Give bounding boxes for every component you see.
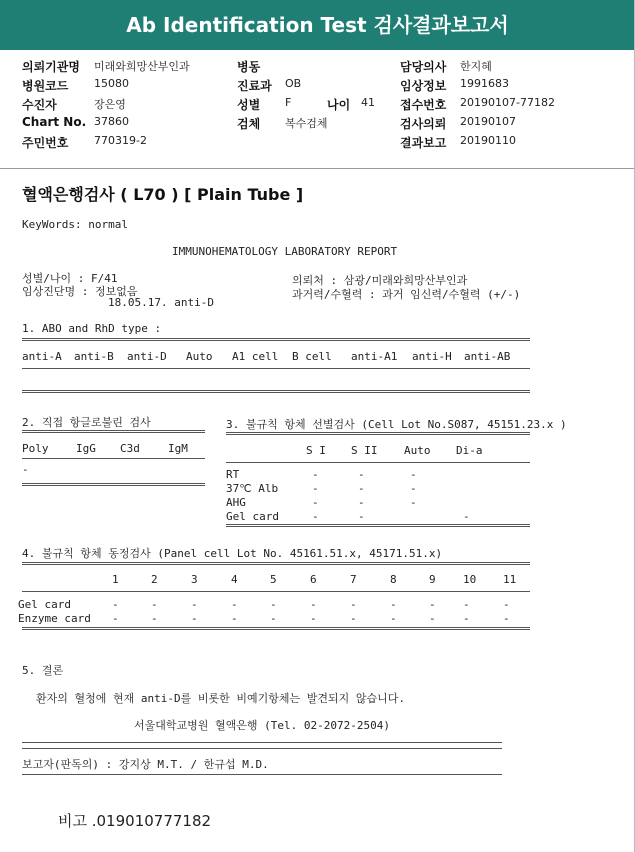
panel-cell: - (390, 612, 397, 625)
receipt-no-label: 접수번호 (400, 98, 447, 112)
test-subtitle: 혈액은행검사 ( L70 ) [ Plain Tube ] (22, 185, 304, 204)
diagnosis-note: 18.05.17. anti-D (108, 296, 214, 309)
ward-label: 병동 (237, 60, 261, 74)
request-date-label: 검사의뢰 (400, 117, 447, 131)
hospital-code-value: 15080 (94, 77, 129, 90)
section-2-rule-bottom (22, 483, 205, 486)
section-4-rule-bottom (22, 627, 530, 630)
dept-label: 진료과 (237, 79, 272, 93)
abo-header-cell: anti-B (74, 350, 114, 363)
panel-cell: - (112, 598, 119, 611)
specimen-label: 검체 (237, 117, 261, 131)
screen-cell: - (312, 468, 319, 481)
abo-header-cell: anti-AB (464, 350, 511, 363)
panel-cell: - (231, 598, 238, 611)
section-3-rule-top (226, 432, 530, 435)
section-3-rule-bottom (226, 524, 530, 527)
screen-cell: - (410, 482, 417, 495)
screen-row-label: RT (226, 468, 240, 481)
screen-row-label: 37℃ Alb (226, 482, 279, 495)
panel-header-cell: 8 (390, 573, 397, 586)
abo-header-cell: Auto (186, 350, 213, 363)
lab-report-heading: IMMUNOHEMATOLOGY LABORATORY REPORT (172, 245, 398, 258)
panel-cell: - (151, 612, 158, 625)
panel-cell: - (231, 612, 238, 625)
screen-cell: - (358, 510, 365, 523)
panel-cell: - (429, 598, 436, 611)
resident-no-value: 770319-2 (94, 134, 147, 147)
panel-cell: - (270, 598, 277, 611)
section-1-rule-mid (22, 368, 530, 369)
dat-header-cell: IgM (168, 442, 188, 455)
panel-cell: - (270, 612, 277, 625)
diagnosis-line: 임상진단명 : 정보없음 (22, 285, 138, 298)
section-3-rule-mid (226, 462, 530, 463)
screen-cell: - (312, 482, 319, 495)
section-2-title: 2. 직접 항글로불린 검사 (22, 416, 151, 429)
clinical-info-value: 1991683 (460, 77, 509, 90)
section-3-title: 3. 불규칙 항체 선별검사 (Cell Lot No.S087, 45151.23.x ) (226, 418, 567, 431)
panel-cell: - (310, 612, 317, 625)
panel-header-cell: 6 (310, 573, 317, 586)
panel-cell: - (463, 598, 470, 611)
screen-cell: - (312, 496, 319, 509)
panel-header-cell: 3 (191, 573, 198, 586)
age-label: 나이 (327, 98, 351, 112)
section-1-rule-bottom (22, 390, 530, 393)
sex-age-line: 성별/나이 : F/41 (22, 272, 118, 285)
panel-header-cell: 10 (463, 573, 477, 586)
chart-no-label: Chart No. (22, 115, 87, 129)
info-divider (0, 168, 635, 169)
abo-header-cell: anti-D (127, 350, 167, 363)
screen-cell: - (410, 496, 417, 509)
screen-row-label: AHG (226, 496, 246, 509)
institution-label: 의뢰기관명 (22, 60, 80, 74)
abo-header-cell: B cell (292, 350, 332, 363)
panel-row-label: Gel card (18, 598, 71, 611)
patient-value: 장은영 (94, 98, 126, 111)
patient-label: 수진자 (22, 98, 57, 112)
screen-cell: - (358, 482, 365, 495)
reporter-rule-bottom (22, 774, 502, 775)
screen-header-cell: Di-a (456, 444, 483, 457)
history-line: 과거력/수혈력 : 과거 임신력/수혈력 (+/-) (292, 288, 521, 301)
reporter-rule-top-2 (22, 748, 502, 749)
screen-cell: - (463, 510, 470, 523)
panel-cell: - (310, 598, 317, 611)
conclusion-text: 환자의 혈청에 현재 anti-D를 비롯한 비예기항체는 발견되지 않습니다. (36, 692, 405, 705)
abo-header-cell: anti-H (412, 350, 452, 363)
reporter-rule-top (22, 742, 502, 743)
panel-cell: - (350, 612, 357, 625)
dat-header-cell: Poly (22, 442, 49, 455)
doctor-label: 담당의사 (400, 60, 447, 74)
chart-no-value: 37860 (94, 115, 129, 128)
keywords: KeyWords: normal (22, 218, 128, 231)
panel-cell: - (191, 598, 198, 611)
report-date-value: 20190110 (460, 134, 516, 147)
panel-cell: - (503, 598, 510, 611)
section-1-title: 1. ABO and RhD type : (22, 322, 162, 335)
specimen-value: 복수검체 (285, 117, 328, 130)
panel-cell: - (463, 612, 470, 625)
screen-cell: - (312, 510, 319, 523)
section-4-rule-mid (22, 591, 530, 592)
screen-cell: - (358, 496, 365, 509)
sex-label: 성별 (237, 98, 261, 112)
lab-institution: 서울대학교병원 혈액은행 (Tel. 02-2072-2504) (134, 719, 390, 732)
age-value: 41 (361, 96, 375, 109)
institution-value: 미래와희망산부인과 (94, 60, 190, 73)
panel-header-cell: 5 (270, 573, 277, 586)
sex-value: F (285, 96, 292, 109)
panel-row-label: Enzyme card (18, 612, 91, 625)
abo-header-cell: anti-A1 (351, 350, 398, 363)
doctor-value: 한지혜 (460, 60, 492, 73)
dept-value: OB (285, 77, 302, 90)
requester-line: 의뢰처 : 삼광/미래와희망산부인과 (292, 274, 468, 287)
report-title: Ab Identification Test 검사결과보고서 (126, 13, 509, 37)
panel-header-cell: 2 (151, 573, 158, 586)
section-1-rule-top (22, 338, 530, 341)
receipt-no-value: 20190107-77182 (460, 96, 555, 109)
hospital-code-label: 병원코드 (22, 79, 69, 93)
panel-cell: - (390, 598, 397, 611)
panel-header-cell: 9 (429, 573, 436, 586)
clinical-info-label: 임상정보 (400, 79, 447, 93)
panel-header-cell: 7 (350, 573, 357, 586)
section-2-value: - (22, 463, 29, 476)
panel-cell: - (112, 612, 119, 625)
screen-header-cell: S II (351, 444, 378, 457)
panel-cell: - (429, 612, 436, 625)
reporter-line: 보고자(판독의) : 강지상 M.T. / 한규섭 M.D. (22, 758, 269, 771)
dat-header-cell: C3d (120, 442, 140, 455)
section-2-rule-top (22, 430, 205, 433)
section-4-title: 4. 불규칙 항체 동정검사 (Panel cell Lot No. 45161.51.x, 45171.51.x) (22, 547, 443, 560)
screen-cell: - (358, 468, 365, 481)
screen-row-label: Gel card (226, 510, 279, 523)
panel-header-cell: 11 (503, 573, 517, 586)
screen-cell: - (410, 468, 417, 481)
panel-cell: - (191, 612, 198, 625)
note-text: 비고 .019010777182 (58, 812, 212, 830)
panel-cell: - (503, 612, 510, 625)
panel-header-cell: 1 (112, 573, 119, 586)
screen-header-cell: Auto (404, 444, 431, 457)
panel-cell: - (350, 598, 357, 611)
patient-info-block (0, 50, 635, 168)
abo-header-cell: A1 cell (232, 350, 279, 363)
request-date-value: 20190107 (460, 115, 516, 128)
screen-header-cell: S I (306, 444, 326, 457)
panel-cell: - (151, 598, 158, 611)
section-4-rule-top (22, 562, 530, 565)
section-5-title: 5. 결론 (22, 664, 64, 677)
abo-header-cell: anti-A (22, 350, 62, 363)
report-date-label: 결과보고 (400, 136, 447, 150)
resident-no-label: 주민번호 (22, 136, 69, 150)
panel-header-cell: 4 (231, 573, 238, 586)
section-2-rule-mid (22, 458, 205, 459)
dat-header-cell: IgG (76, 442, 96, 455)
